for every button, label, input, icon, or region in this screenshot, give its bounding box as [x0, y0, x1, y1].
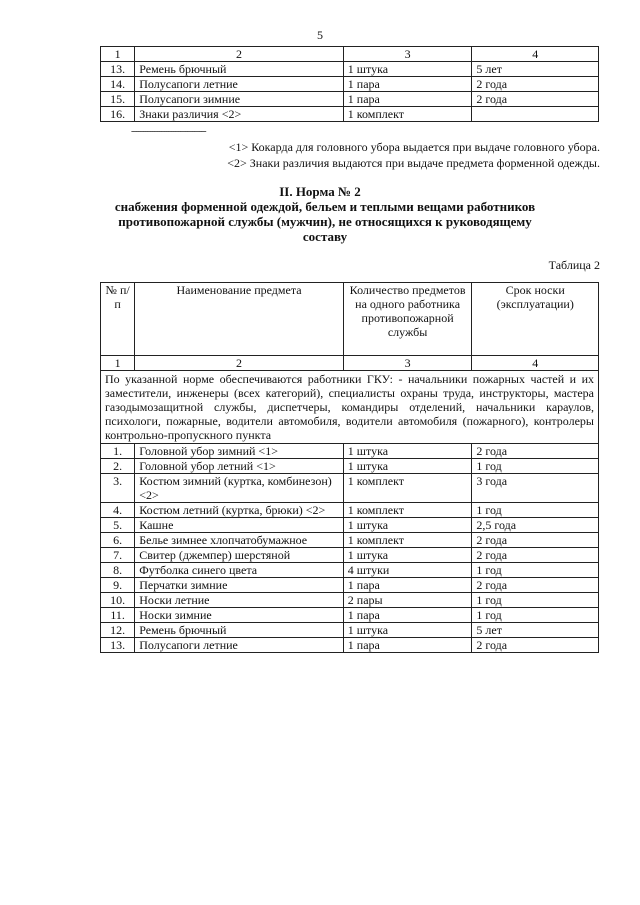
table-row: [101, 548, 599, 563]
item-quantity: 1 штука: [343, 518, 472, 533]
footnote-1: <1> Кокарда для головного убора выдается при выдаче головного убора.: [228, 140, 600, 154]
row-number: 5.: [101, 518, 135, 533]
row-number: 14.: [101, 77, 135, 92]
item-name: Кашне: [135, 518, 344, 533]
col-number-3: 3: [343, 47, 472, 62]
row-number: 15.: [101, 92, 135, 107]
item-quantity: 1 пара: [343, 608, 472, 623]
item-quantity: 1 комплект: [343, 474, 472, 503]
footnote-2: <2> Знаки различия выдаются при выдаче предмета форменной одежды.: [227, 156, 600, 170]
intro-row: [101, 371, 599, 444]
col-number-2: 2: [135, 47, 344, 62]
table-row: [101, 459, 599, 474]
item-term: 1 год: [472, 459, 599, 474]
item-term: 2,5 года: [472, 518, 599, 533]
row-number: 8.: [101, 563, 135, 578]
table-row: [101, 578, 599, 593]
item-name: Футболка синего цвета: [135, 563, 344, 578]
item-name: Головной убор зимний <1>: [135, 444, 344, 459]
item-name: Головной убор летний <1>: [135, 459, 344, 474]
item-quantity: 1 штука: [343, 444, 472, 459]
item-term: 3 года: [472, 474, 599, 503]
header-name: Наименование предмета: [135, 283, 344, 356]
row-number: 10.: [101, 593, 135, 608]
table-row: [101, 444, 599, 459]
item-name: Свитер (джемпер) шерстяной: [135, 548, 344, 563]
col-number-2: 2: [135, 356, 344, 371]
item-term: 2 года: [472, 444, 599, 459]
header-number: № п/п: [101, 283, 135, 356]
table-row: [101, 638, 599, 653]
header-term: Срок носки (эксплуатации): [472, 283, 599, 356]
item-name: Носки зимние: [135, 608, 344, 623]
table-row: [101, 518, 599, 533]
item-name: Полусапоги зимние: [135, 92, 344, 107]
item-name: Костюм летний (куртка, брюки) <2>: [135, 503, 344, 518]
item-quantity: 1 комплект: [343, 107, 472, 122]
item-quantity: 1 штука: [343, 459, 472, 474]
item-quantity: 1 штука: [343, 548, 472, 563]
item-name: Перчатки зимние: [135, 578, 344, 593]
item-quantity: 1 пара: [343, 92, 472, 107]
row-number: 11.: [101, 608, 135, 623]
item-name: Носки летние: [135, 593, 344, 608]
item-term: 1 год: [472, 503, 599, 518]
table-label: Таблица 2: [548, 258, 600, 272]
item-term: 5 лет: [472, 623, 599, 638]
header-quantity: Количество предметов на одного работника противопожарной службы: [343, 283, 472, 356]
table-row: [101, 474, 599, 503]
row-number: 2.: [101, 459, 135, 474]
item-name: Полусапоги летние: [135, 77, 344, 92]
row-number: 6.: [101, 533, 135, 548]
item-term: 2 года: [472, 92, 599, 107]
row-number: 13.: [101, 638, 135, 653]
row-number: 13.: [101, 62, 135, 77]
table-row: [101, 593, 599, 608]
table-norm2: [100, 282, 599, 653]
item-name: Ремень брючный: [135, 623, 344, 638]
page-number: 5: [317, 28, 323, 42]
table-row: [101, 623, 599, 638]
table-row: [101, 92, 599, 107]
item-term: 2 года: [472, 77, 599, 92]
item-name: Белье зимнее хлопчатобумажное: [135, 533, 344, 548]
item-quantity: 1 комплект: [343, 503, 472, 518]
table-row: [101, 62, 599, 77]
section-subtitle: снабжения форменной одеждой, бельем и теплыми вещами работников противопожарной службы (мужчин), не относящихся к руководящему составу: [114, 199, 536, 244]
item-term: 1 год: [472, 563, 599, 578]
table-row: [101, 608, 599, 623]
item-quantity: 1 штука: [343, 62, 472, 77]
item-term: 2 года: [472, 548, 599, 563]
item-name: Костюм зимний (куртка, комбинезон) <2>: [135, 474, 344, 503]
row-number: 12.: [101, 623, 135, 638]
item-term: 2 года: [472, 638, 599, 653]
col-number-4: 4: [472, 356, 599, 371]
table-header-row: [101, 47, 599, 62]
item-quantity: 1 комплект: [343, 533, 472, 548]
col-number-1: 1: [101, 47, 135, 62]
table-row: [101, 107, 599, 122]
item-term: 2 года: [472, 578, 599, 593]
footnote-separator: --------------------------------: [131, 126, 206, 137]
item-term: 1 год: [472, 593, 599, 608]
item-name: Ремень брючный: [135, 62, 344, 77]
item-name: Знаки различия <2>: [135, 107, 344, 122]
row-number: 1.: [101, 444, 135, 459]
item-quantity: 2 пары: [343, 593, 472, 608]
row-number: 16.: [101, 107, 135, 122]
row-number: 9.: [101, 578, 135, 593]
table-row: [101, 563, 599, 578]
row-number: 7.: [101, 548, 135, 563]
table-header-row: [101, 283, 599, 356]
col-number-3: 3: [343, 356, 472, 371]
column-numbers-row: [101, 356, 599, 371]
item-quantity: 1 пара: [343, 638, 472, 653]
item-name: Полусапоги летние: [135, 638, 344, 653]
row-number: 4.: [101, 503, 135, 518]
intro-text: По указанной норме обеспечиваются работники ГКУ: - начальники пожарных частей и их заместители, инженеры (всех категорий), специалисты охраны труда, инструкторы, мастера газодымозащитной службы, диспетчеры, командиры отделений, начальники караулов, психологи, пожарные, водители автомобиля, водители автомобиля (пожарного), контролеры контрольно-пропускного пункта: [101, 371, 599, 444]
table-row: [101, 533, 599, 548]
section-title: II. Норма № 2: [279, 184, 361, 199]
item-term: 2 года: [472, 533, 599, 548]
table-norm1-continuation: [100, 46, 599, 122]
item-term: 5 лет: [472, 62, 599, 77]
col-number-1: 1: [101, 356, 135, 371]
item-quantity: 1 штука: [343, 623, 472, 638]
item-term: 1 год: [472, 608, 599, 623]
item-quantity: 4 штуки: [343, 563, 472, 578]
item-quantity: 1 пара: [343, 77, 472, 92]
row-number: 3.: [101, 474, 135, 503]
item-term: [472, 107, 599, 122]
col-number-4: 4: [472, 47, 599, 62]
item-quantity: 1 пара: [343, 578, 472, 593]
table-row: [101, 77, 599, 92]
table-row: [101, 503, 599, 518]
